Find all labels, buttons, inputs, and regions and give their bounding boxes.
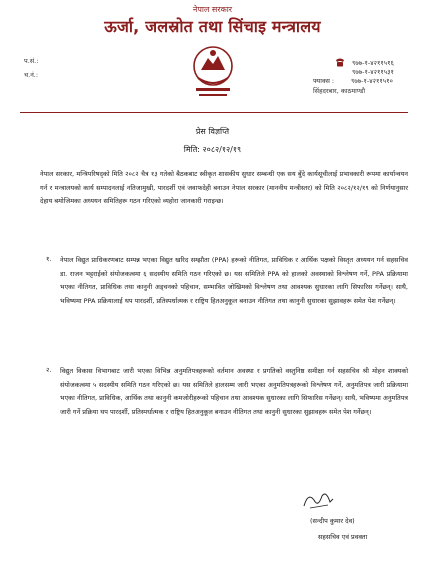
header-divider — [20, 112, 408, 113]
phone-icon — [335, 58, 345, 67]
fax-line — [313, 76, 393, 85]
item-text-2: विद्युत विकास विभागबाट जारी भएका विभिन्न अनुमतिपत्रहरूको वर्तमान अवस्था र प्रगतिको वस्तुनिष्ठ समीक्षा गर्न सहसचिव श्री मोहन शाक्यको संयोजकत्वमा ५ सदस्यीय समिति गठन गरिएको छ। यस समितिले हालसम्म जारी भएका अनुमतिपत्रहरूको विश्लेषण गर्ने, अनुमतिपत्र जारी प्रक्रियामा भएका नीतिगत, प्राविधिक, आर्थिक तथा कानुनी कमजोरीहरूको पहिचान तथा आवश्यक सुधारका लागि सिफारिस गर्नेछन्। साथै, भविष्यमा अनुमतिपत्र जारी गर्ने प्रक्रिया थप पारदर्शी, प्रतिस्पर्धात्मक र राष्ट्रिय हितअनुकूल बनाउन नीतिगत तथा कानुनी सुधारका सुझावहरू समेत पेश गर्नेछन्। — [60, 367, 408, 416]
signatory-role: सहसचिव एवं प्रवक्ता — [318, 533, 368, 541]
phone-number-2: ९७७-१-४२११५३१ — [352, 68, 394, 76]
dispatch-number-label: च.नं.: — [24, 71, 39, 79]
ministry-heading: ऊर्जा, जलस्रोत तथा सिंचाइ मन्त्रालय — [104, 17, 321, 36]
item-number-2: २. — [46, 366, 52, 374]
office-address: सिंहदरबार, काठमाण्डौ — [313, 87, 366, 95]
document-title: प्रेस विज्ञप्ति — [195, 127, 230, 136]
signatory-name: (सन्दीप कुमार देव) — [310, 517, 355, 525]
nepal-emblem-icon — [188, 44, 238, 102]
reference-number-label: प.सं.: — [24, 57, 39, 65]
phone-number-1: ९७७-१-४२११५१६ — [352, 59, 394, 67]
fax-number: ९७७-१-४२११५१० — [351, 77, 393, 85]
fax-label: फ्याक्स : — [313, 77, 335, 85]
government-heading: नेपाल सरकार — [192, 5, 233, 14]
signature-mark — [300, 490, 336, 512]
item-number-1: १. — [46, 255, 52, 263]
item-text-1: नेपाल विद्युत प्राधिकरणबाट सम्पन्न भएका विद्युत खरिद सम्झौता (PPA) हरूको नीतिगत, प्राविधिक र आर्थिक पक्षको विस्तृत अध्ययन गर्न सहसचिव डा. राजन भट्टराईको संयोजकत्वमा ६ सदस्यीय समिति गठन गरिएको छ। यस समितिले PPA को हालको अवस्थाको विश्लेषण गर्ने, PPA प्रक्रियामा भएका नीतिगत, प्राविधिक तथा कानुनी अड्चनको पहिचान, सम्भावित जोखिमको विश्लेषण तथा आवश्यक सुधारका लागि सिफारिस गर्नेछन्। साथै, भविष्यमा PPA प्रक्रियालाई थप पारदर्शी, प्रतिस्पर्धात्मक र राष्ट्रिय हितअनुकूल बनाउन नीतिगत तथा कानुनी सुधारका सुझावहरू समेत पेश गर्नेछन्। — [60, 256, 408, 305]
document-date: मिति: २०८२/१२/१९ — [183, 145, 242, 154]
intro-paragraph: नेपाल सरकार, मन्त्रिपरिषद्को मिति २०८२ चैत्र १३ गतेको बैठकबाट स्वीकृत शासकीय सुधार सम्बन्धी एक सय बुँदे कार्यसूचीलाई प्रभावकारी रूपमा कार्यान्वयन गर्न र मन्त्रालयको कार्य सम्पादनलाई नतिजामुखी, पारदर्शी एवं जवाफदेही बनाउन नेपाल सरकार (माननीय मन्त्रीस्तर) को मिति २०८२/१२/१९ को निर्णयानुसार देहाय बमोजिमका अध्ययन समितिहरू गठन गरिएको व्यहोरा जानकारी गराइन्छ। — [40, 170, 408, 206]
